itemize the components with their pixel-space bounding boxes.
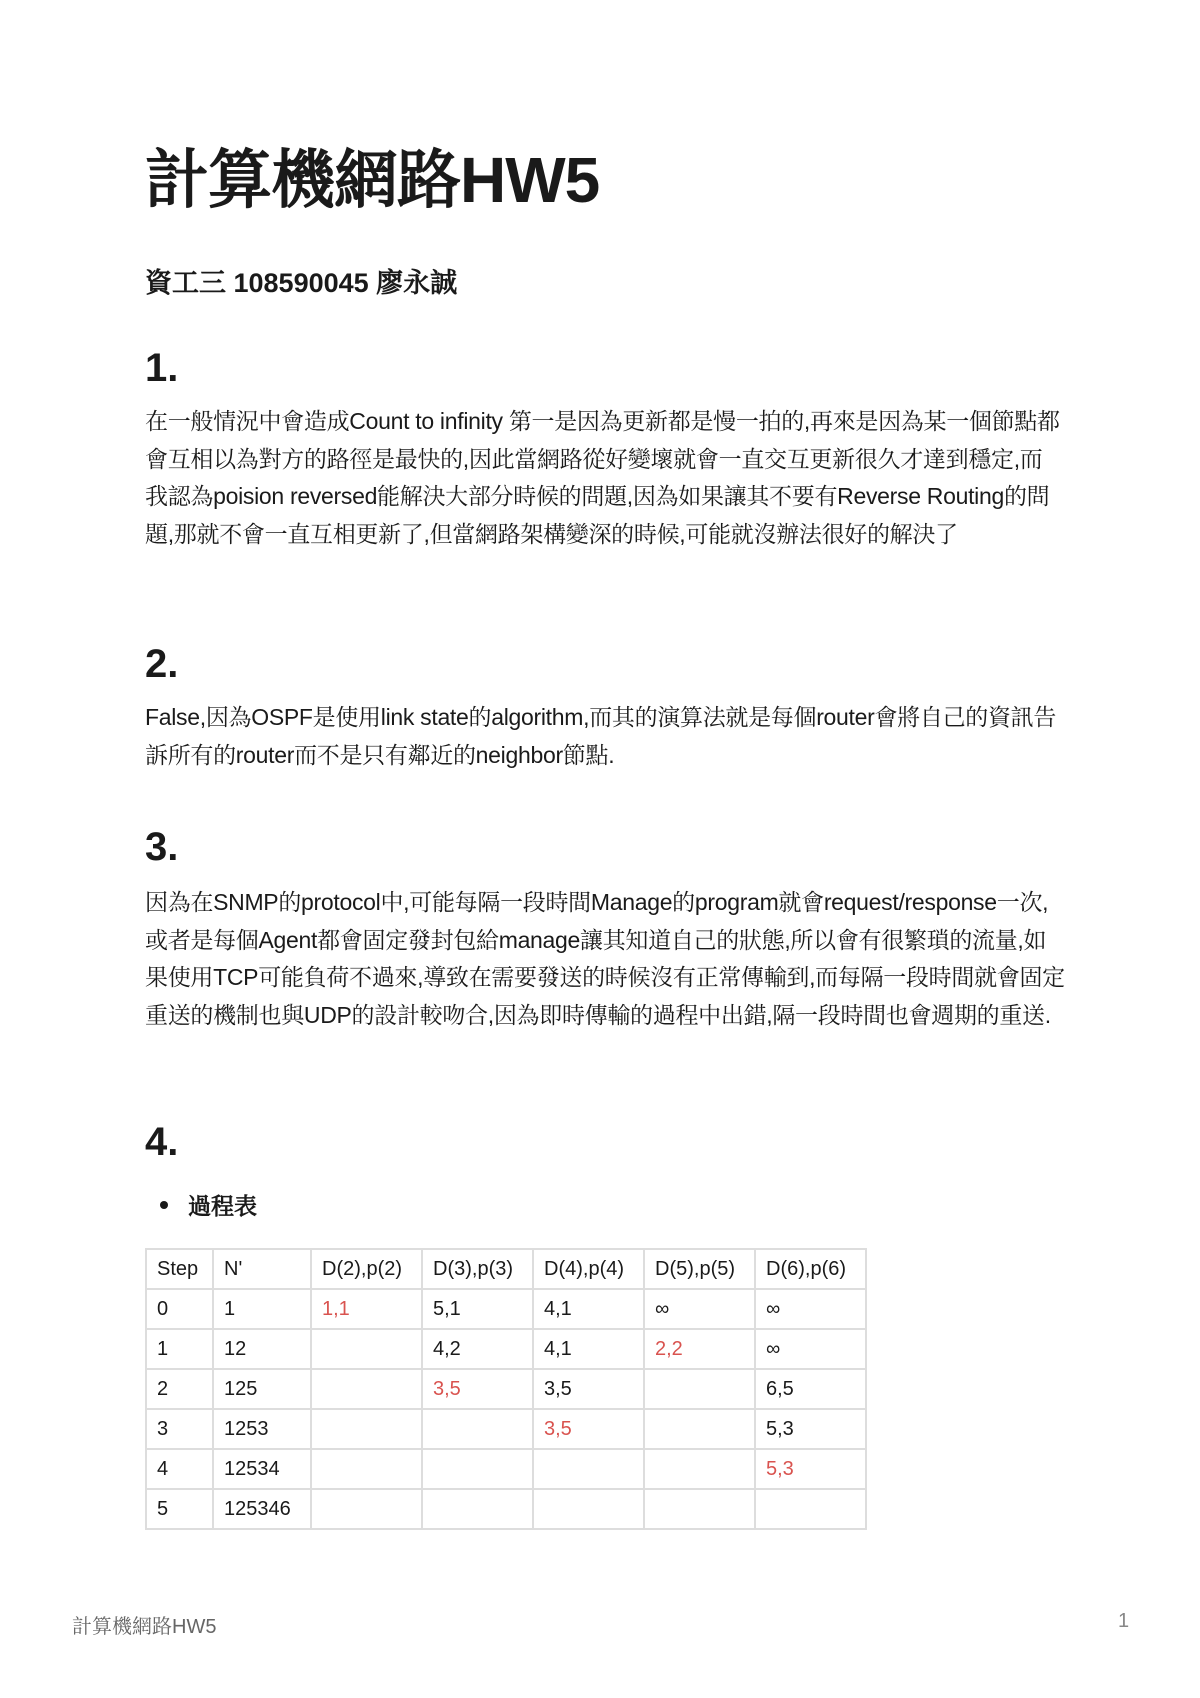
table-cell — [311, 1449, 422, 1489]
table-cell: 4 — [146, 1449, 213, 1489]
table-cell: ∞ — [755, 1289, 866, 1329]
question-4-number: 4. — [145, 1120, 179, 1164]
dijkstra-table — [145, 1248, 867, 1530]
table-cell — [533, 1449, 644, 1489]
header-cell: D(2),p(2) — [311, 1249, 422, 1289]
table-cell — [422, 1409, 533, 1449]
table-cell — [644, 1449, 755, 1489]
table-cell: 4,1 — [533, 1289, 644, 1329]
table-cell: 3 — [146, 1409, 213, 1449]
table-cell: 12 — [213, 1329, 311, 1369]
bullet-item — [160, 1188, 257, 1221]
question-3-number: 3. — [145, 825, 179, 869]
question-3-answer: 因為在SNMP的protocol中,可能每隔一段時間Manage的program就會request/response一次,或者是每個Agent都會固定發封包給manage讓其知道自己的狀態,所以會有很繁瑣的流量,如果使用TCP可能負荷不過來,導致在需要發送的時候沒有正常傳輸到,而每隔一段時間就會固定重送的機制也與UDP的設計較吻合,因為即時傳輸的過程中出錯,隔一段時間也會週期的重送. — [145, 889, 1065, 1028]
header-cell: D(4),p(4) — [533, 1249, 644, 1289]
table-cell-highlight: 3,5 — [422, 1369, 533, 1409]
table-cell: 1 — [146, 1329, 213, 1369]
table-header-row — [146, 1249, 866, 1289]
table-cell — [311, 1369, 422, 1409]
bullet-dot-icon — [160, 1201, 168, 1209]
table-cell: 5,1 — [422, 1289, 533, 1329]
question-2-number: 2. — [145, 642, 179, 686]
table-cell — [644, 1369, 755, 1409]
table-cell: ∞ — [644, 1289, 755, 1329]
table-cell: 5,3 — [755, 1409, 866, 1449]
table-cell-highlight: 2,2 — [644, 1329, 755, 1369]
header-cell: Step — [146, 1249, 213, 1289]
page-number: 1 — [1118, 1610, 1130, 1632]
header-cell: D(5),p(5) — [644, 1249, 755, 1289]
table-cell — [311, 1329, 422, 1369]
table-cell: 5 — [146, 1489, 213, 1529]
table-cell: 1253 — [213, 1409, 311, 1449]
table-cell: 6,5 — [755, 1369, 866, 1409]
table-cell — [644, 1489, 755, 1529]
table-cell-highlight: 3,5 — [533, 1409, 644, 1449]
table-cell — [422, 1489, 533, 1529]
table-cell — [311, 1489, 422, 1529]
header-cell: N' — [213, 1249, 311, 1289]
table-cell: 2 — [146, 1369, 213, 1409]
table-cell: 3,5 — [533, 1369, 644, 1409]
question-1-answer: 在一般情況中會造成Count to infinity 第一是因為更新都是慢一拍的,再來是因為某一個節點都會互相以為對方的路徑是最快的,因此當網路從好變壞就會一直交互更新很久才達到穩定,而我認為poision reversed能解決大部分時候的問題,因為如果讓其不要有Reverse Routing的問題,那就不會一直互相更新了,但當網路架構變深的時候,可能就沒辦法很好的解決了 — [145, 408, 1060, 547]
bullet-label: 過程表 — [188, 1193, 257, 1219]
table-cell: 1 — [213, 1289, 311, 1329]
table-cell: 125 — [213, 1369, 311, 1409]
table-cell — [422, 1449, 533, 1489]
table-cell — [755, 1489, 866, 1529]
table-cell-highlight: 5,3 — [755, 1449, 866, 1489]
table-cell: 125346 — [213, 1489, 311, 1529]
table-cell-highlight: 1,1 — [311, 1289, 422, 1329]
table-cell: 0 — [146, 1289, 213, 1329]
table-cell: ∞ — [755, 1329, 866, 1369]
table-cell: 4,2 — [422, 1329, 533, 1369]
header-cell: D(3),p(3) — [422, 1249, 533, 1289]
table-cell: 4,1 — [533, 1329, 644, 1369]
header-cell: D(6),p(6) — [755, 1249, 866, 1289]
table-cell — [311, 1409, 422, 1449]
footer-title: 計算機網路HW5 — [72, 1616, 217, 1638]
question-1-number: 1. — [145, 346, 179, 390]
question-2-answer: False,因為OSPF是使用link state的algorithm,而其的演算法就是每個router會將自己的資訊告訴所有的router而不是只有鄰近的neighbor節點. — [145, 704, 1057, 768]
table-row — [146, 1489, 866, 1529]
table-row — [146, 1329, 866, 1369]
table-cell — [533, 1489, 644, 1529]
table-row — [146, 1369, 866, 1409]
table-row — [146, 1289, 866, 1329]
table-row — [146, 1449, 866, 1489]
page-title: 計算機網路HW5 — [145, 144, 600, 216]
table-row — [146, 1409, 866, 1449]
author-line: 資工三 108590045 廖永誠 — [145, 268, 458, 298]
table-cell — [644, 1409, 755, 1449]
table-cell: 12534 — [213, 1449, 311, 1489]
